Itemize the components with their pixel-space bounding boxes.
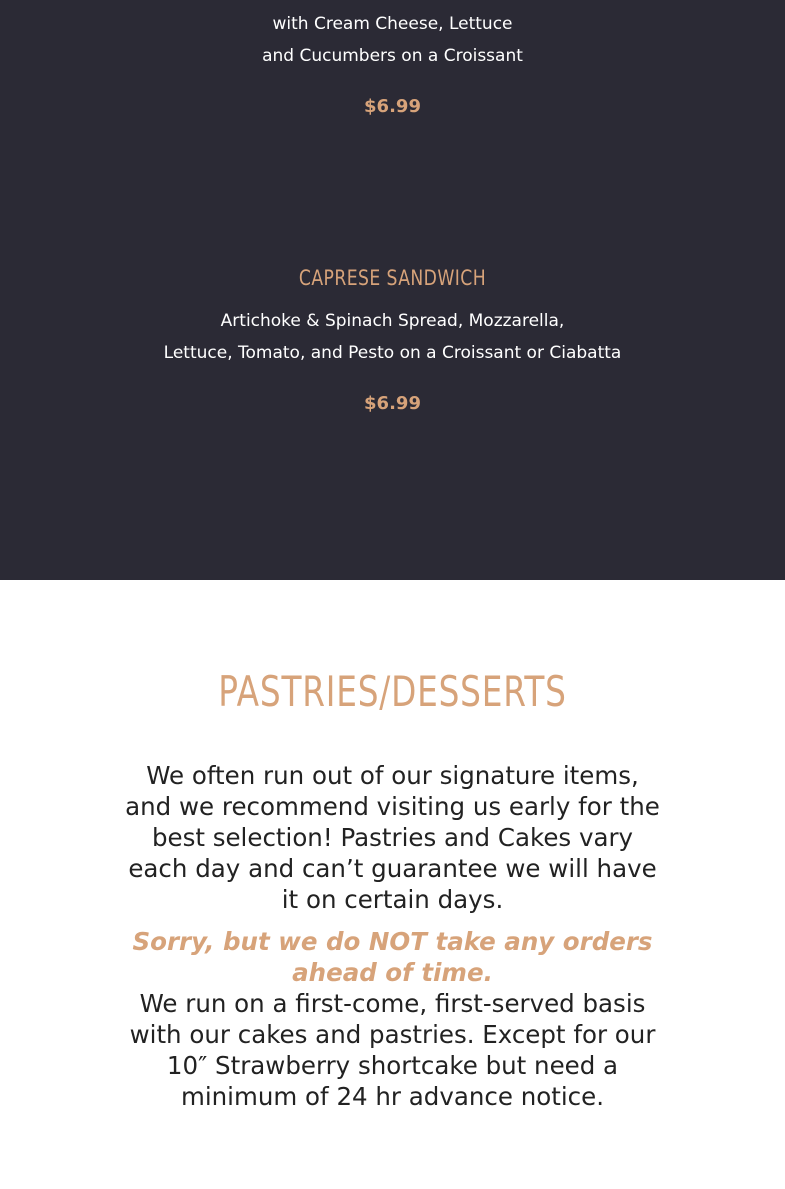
first-come-paragraph: We run on a first-come, first-served basis with our cakes and pastries. Except for our 10″ Strawberry shortcake but need a minimum of 24 hr advance notice.: [129, 989, 656, 1111]
section-title-pastries-desserts: PASTRIES/DESSERTS: [218, 667, 567, 716]
item-description-line: with Cream Cheese, Lettuce: [272, 14, 513, 34]
no-advance-orders-notice: Sorry, but we do NOT take any orders ahead of time.: [132, 927, 653, 987]
item-description-line: and Cucumbers on a Croissant: [262, 46, 523, 66]
item-price: $6.99: [364, 393, 421, 414]
item-description-line: Lettuce, Tomato, and Pesto on a Croissant or Ciabatta: [163, 343, 622, 363]
sandwich-menu-section: [0, 0, 785, 580]
pastries-section: [0, 580, 785, 1189]
item-description-line: Artichoke & Spinach Spread, Mozzarella,: [220, 311, 565, 331]
item-price: $6.99: [364, 96, 421, 117]
item-title-caprese-sandwich: CAPRESE SANDWICH: [298, 266, 487, 290]
pastries-info-paragraph: We often run out of our signature items, and we recommend visiting us early for the best selection! Pastries and Cakes vary each day and can’t guarantee we will have it on certain days.: [125, 761, 660, 914]
